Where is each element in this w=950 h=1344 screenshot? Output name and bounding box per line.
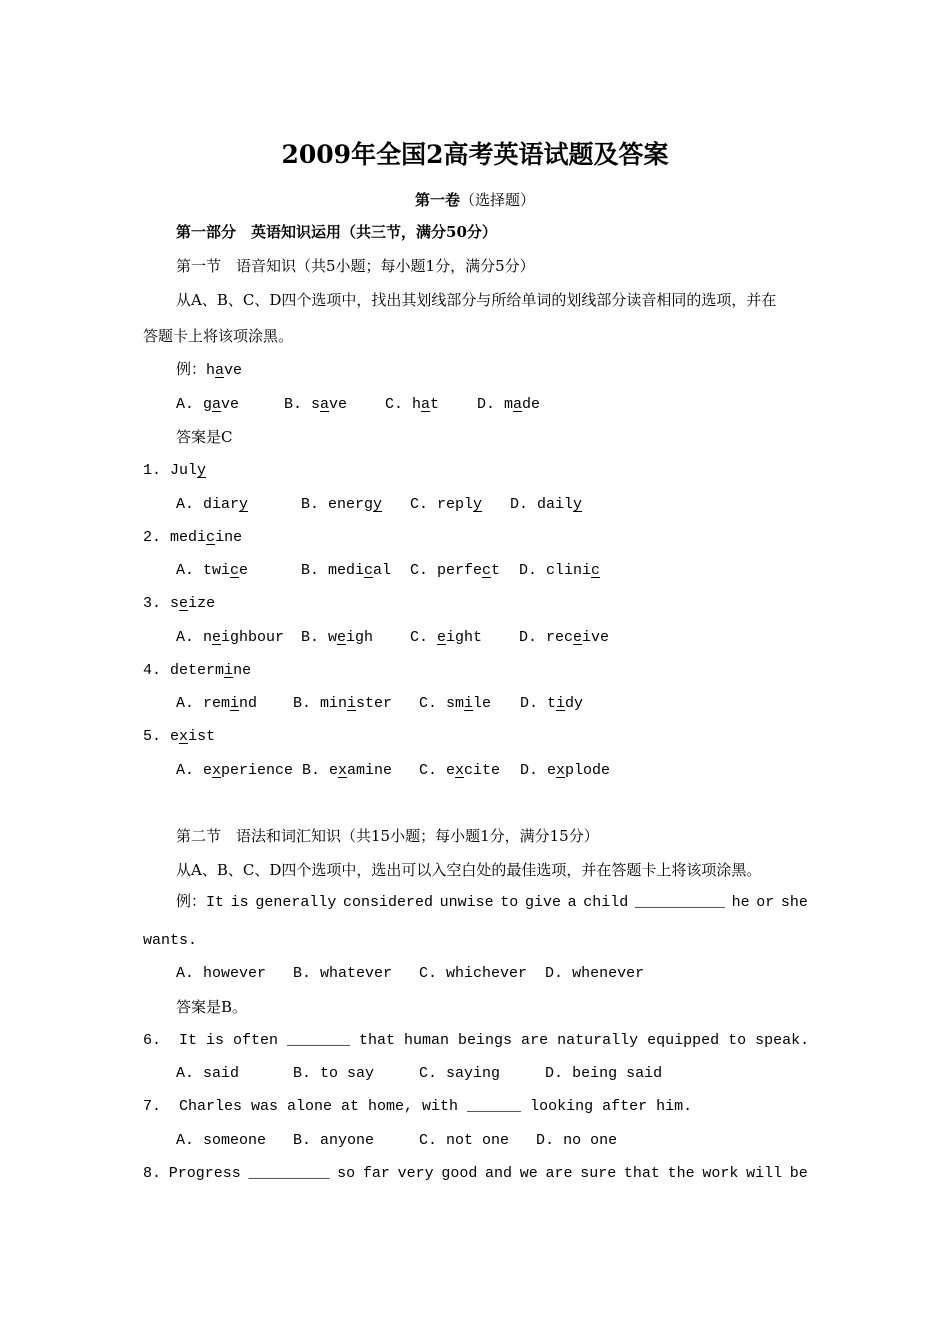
question-8: 8. Progress _________ so far very good and we are sure that the work will be [143,1165,808,1182]
sec1-example [176,361,242,381]
question-1: 1. July [143,462,207,479]
question-7-options: A. someone B. anyone C. not one D. no one [176,1132,618,1149]
option-d: D. tidy [520,695,584,712]
example-option-d: D. made [477,396,541,413]
question-7: 7. Charles was alone at home, with ______ looking after him. [143,1098,693,1115]
question-3: 3. seize [143,595,216,612]
option-d: D. clinic [519,562,601,579]
question-2: 2. medicine [143,529,243,546]
option-a: A. twice [176,562,249,579]
sec2-example-options: A. however B. whatever C. whichever D. whenever [176,965,645,982]
sec1-heading: 第一节 语音知识（共5小题；每小题1分，满分5分） [176,257,535,275]
option-a: A. neighbour [176,629,285,646]
sec2-example-answer: 答案是B。 [176,998,248,1016]
volume-heading [0,189,950,210]
question-1-options [176,495,582,515]
option-d: D. explode [520,762,611,779]
sec2-example-line2: wants. [143,932,198,949]
example-option-c: C. hat [385,396,440,413]
option-d: D. daily [510,496,583,513]
option-c: C. perfect [410,562,501,579]
option-b: B. medical [301,562,392,579]
option-b: B. weigh [301,629,374,646]
option-d: D. receive [519,629,610,646]
question-4: 4. determine [143,662,252,679]
sec2-example-line1: 例：It is generally considered unwise to give a child __________ he or she [176,894,808,911]
question-3-options [176,628,609,648]
option-b: B. examine [302,762,393,779]
option-c: C. smile [419,695,492,712]
option-a: A. remind [176,695,258,712]
option-b: B. energy [301,496,383,513]
question-6-options: A. said B. to say C. saying D. being said [176,1065,663,1082]
volume-note: （选择题） [460,191,536,209]
volume-label: 第一卷 [414,191,460,209]
question-4-options [176,694,583,714]
sec1-instruction-line2: 答题卡上将该项涂黑。 [143,327,294,345]
sec1-instruction-line1: 从A、B、C、D四个选项中，找出其划线部分与所给单词的划线部分读音相同的选项，并在 [176,291,777,309]
sec1-example-answer: 答案是C [176,428,233,446]
page-title: 2009年全国2高考英语试题及答案 [281,140,669,169]
option-c: C. eight [410,629,483,646]
option-a: A. experience [176,762,294,779]
option-b: B. minister [293,695,393,712]
sec2-instruction: 从A、B、C、D四个选项中，选出可以入空白处的最佳选项，并在答题卡上将该项涂黑。 [176,861,762,879]
example-option-b: B. save [284,396,348,413]
option-c: C. reply [410,496,483,513]
option-c: C. excite [419,762,501,779]
question-6: 6. It is often _______ that human beings are naturally equipped to speak. [143,1032,810,1049]
part1-heading: 第一部分 英语知识运用（共三节，满分50分） [176,223,497,241]
question-5-options [176,761,610,781]
example-word: have [206,362,243,379]
example-label: 例： [176,362,207,379]
sec2-heading: 第二节 语法和词汇知识（共15小题；每小题1分，满分15分） [176,827,599,845]
question-5: 5. exist [143,728,216,745]
option-a: A. diary [176,496,249,513]
example-option-a: A. gave [176,396,240,413]
question-2-options [176,561,600,581]
sec1-example-options [176,395,540,415]
